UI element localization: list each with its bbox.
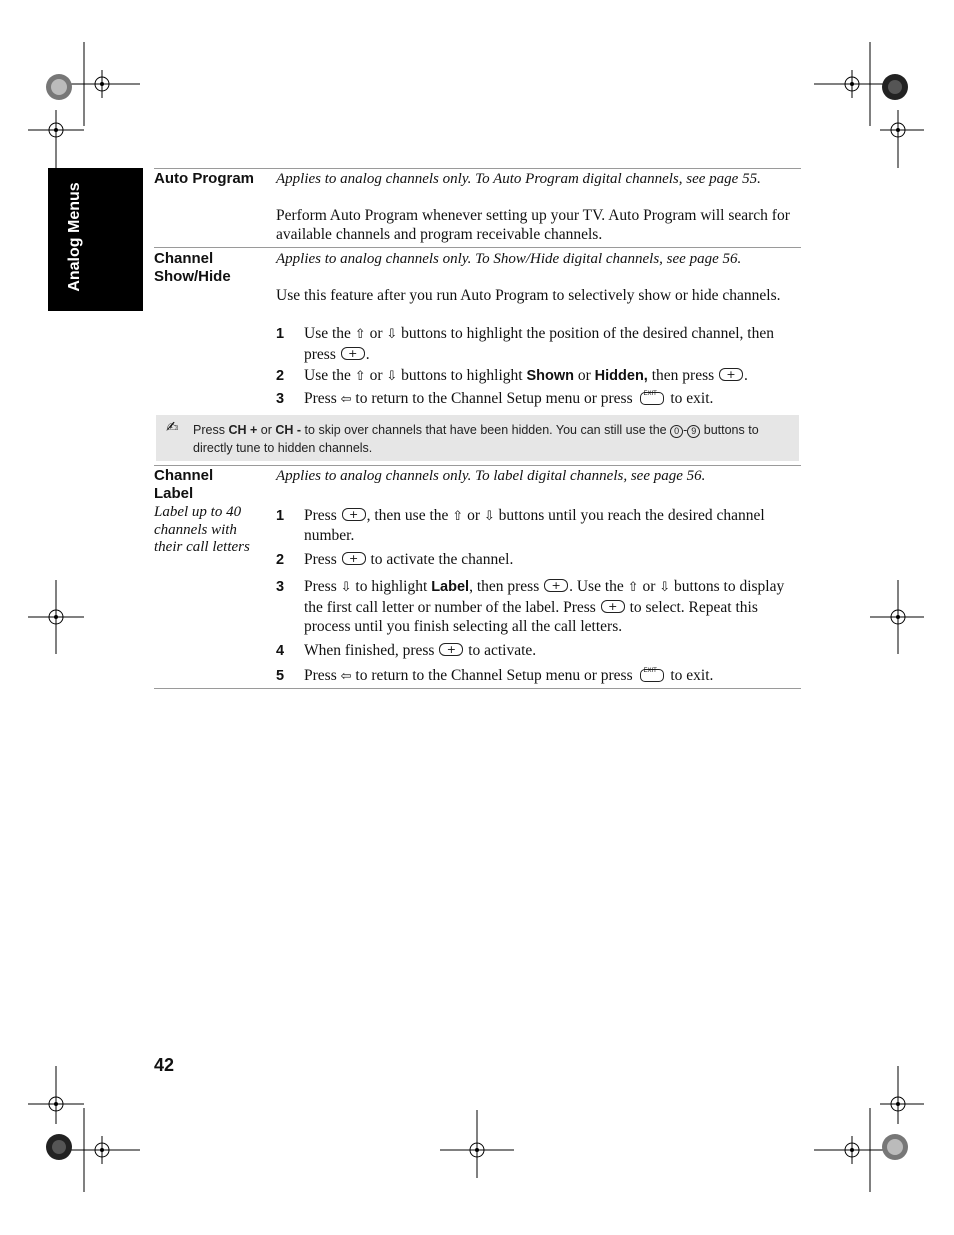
note-text: Press CH + or CH - to skip over channels that have been hidden. You can still use the 0 - 9 buttons to directly tune to hidden channels. <box>193 423 759 455</box>
zero-button-icon: 0 <box>670 425 683 438</box>
step-number: 5 <box>276 668 285 684</box>
step-text: Press + , then use the ⇧ or ⇩ buttons until you reach the desired channel number. <box>304 506 804 545</box>
heading-line: Label <box>154 485 194 502</box>
enter-button-icon <box>439 643 463 656</box>
step-text: Press ⇦ to return to the Channel Setup menu or press EXIT to exit. <box>304 666 804 687</box>
down-arrow-icon: ⇩ <box>340 580 352 595</box>
channel-label-heading <box>154 467 213 503</box>
enter-button-icon <box>341 347 365 360</box>
step-number: 1 <box>276 326 285 342</box>
step-number: 3 <box>276 579 285 595</box>
step-text: Press ⇦ to return to the Channel Setup menu or press EXIT to exit. <box>304 389 804 410</box>
channel-show-hide-heading <box>154 250 231 286</box>
down-arrow-icon: ⇩ <box>659 580 671 595</box>
step-number: 3 <box>276 391 285 407</box>
up-arrow-icon: ⇧ <box>354 369 366 384</box>
channel-label-side-note: Label up to 40 channels with their call letters <box>154 504 250 555</box>
divider <box>154 168 801 169</box>
step-text: Use the ⇧ or ⇩ buttons to highlight the position of the desired channel, then press + . <box>304 324 804 365</box>
up-arrow-icon: ⇧ <box>627 580 639 595</box>
auto-program-heading: Auto Program <box>154 170 255 187</box>
divider <box>154 247 801 248</box>
down-arrow-icon: ⇩ <box>386 327 398 342</box>
exit-button-icon <box>640 669 664 682</box>
show-hide-description: Use this feature after you run Auto Program to selectively show or hide channels. <box>276 287 781 304</box>
heading-line: Channel <box>154 250 214 267</box>
enter-button-icon <box>342 508 366 521</box>
note-box <box>156 415 799 461</box>
enter-button-icon <box>719 368 743 381</box>
enter-button-icon <box>544 579 568 592</box>
channel-label-applies: Applies to analog channels only. To label digital channels, see page 56. <box>276 468 706 484</box>
step-number: 2 <box>276 368 285 384</box>
divider <box>154 465 801 466</box>
pencil-note-icon: ✍ <box>166 418 179 436</box>
step-text: Press ⇩ to highlight Label, then press + . Use the ⇧ or ⇩ buttons to display the first call letter or number of the label. Press + to select. Repeat this process until you finish selecting all the call letters. <box>304 577 804 637</box>
left-arrow-icon: ⇦ <box>340 392 352 407</box>
left-arrow-icon: ⇦ <box>340 669 352 684</box>
divider <box>154 688 801 689</box>
enter-button-icon <box>601 600 625 613</box>
heading-line: Show/Hide <box>154 268 231 285</box>
down-arrow-icon: ⇩ <box>386 369 398 384</box>
section-side-tab <box>48 168 143 311</box>
step-number: 4 <box>276 643 285 659</box>
page-number: 42 <box>154 1055 175 1075</box>
step-text: When finished, press + to activate. <box>304 641 804 661</box>
step-text: Press + to activate the channel. <box>304 550 804 570</box>
enter-button-icon <box>342 552 366 565</box>
nine-button-icon: 9 <box>687 425 700 438</box>
auto-program-applies: Applies to analog channels only. To Auto Program digital channels, see page 55. <box>276 171 761 187</box>
step-text: Use the ⇧ or ⇩ buttons to highlight Shown or Hidden, then press + . <box>304 366 804 387</box>
step-number: 2 <box>276 552 285 568</box>
auto-program-description: Perform Auto Program whenever setting up your TV. Auto Program will search for available channels and program receivable channels. <box>276 207 790 243</box>
up-arrow-icon: ⇧ <box>354 327 366 342</box>
show-hide-applies: Applies to analog channels only. To Show/Hide digital channels, see page 56. <box>276 251 742 267</box>
exit-button-icon <box>640 392 664 405</box>
up-arrow-icon: ⇧ <box>452 509 464 524</box>
heading-line: Channel <box>154 467 214 484</box>
down-arrow-icon: ⇩ <box>483 509 495 524</box>
side-tab-label: Analog Menus <box>66 182 83 292</box>
step-number: 1 <box>276 508 285 524</box>
